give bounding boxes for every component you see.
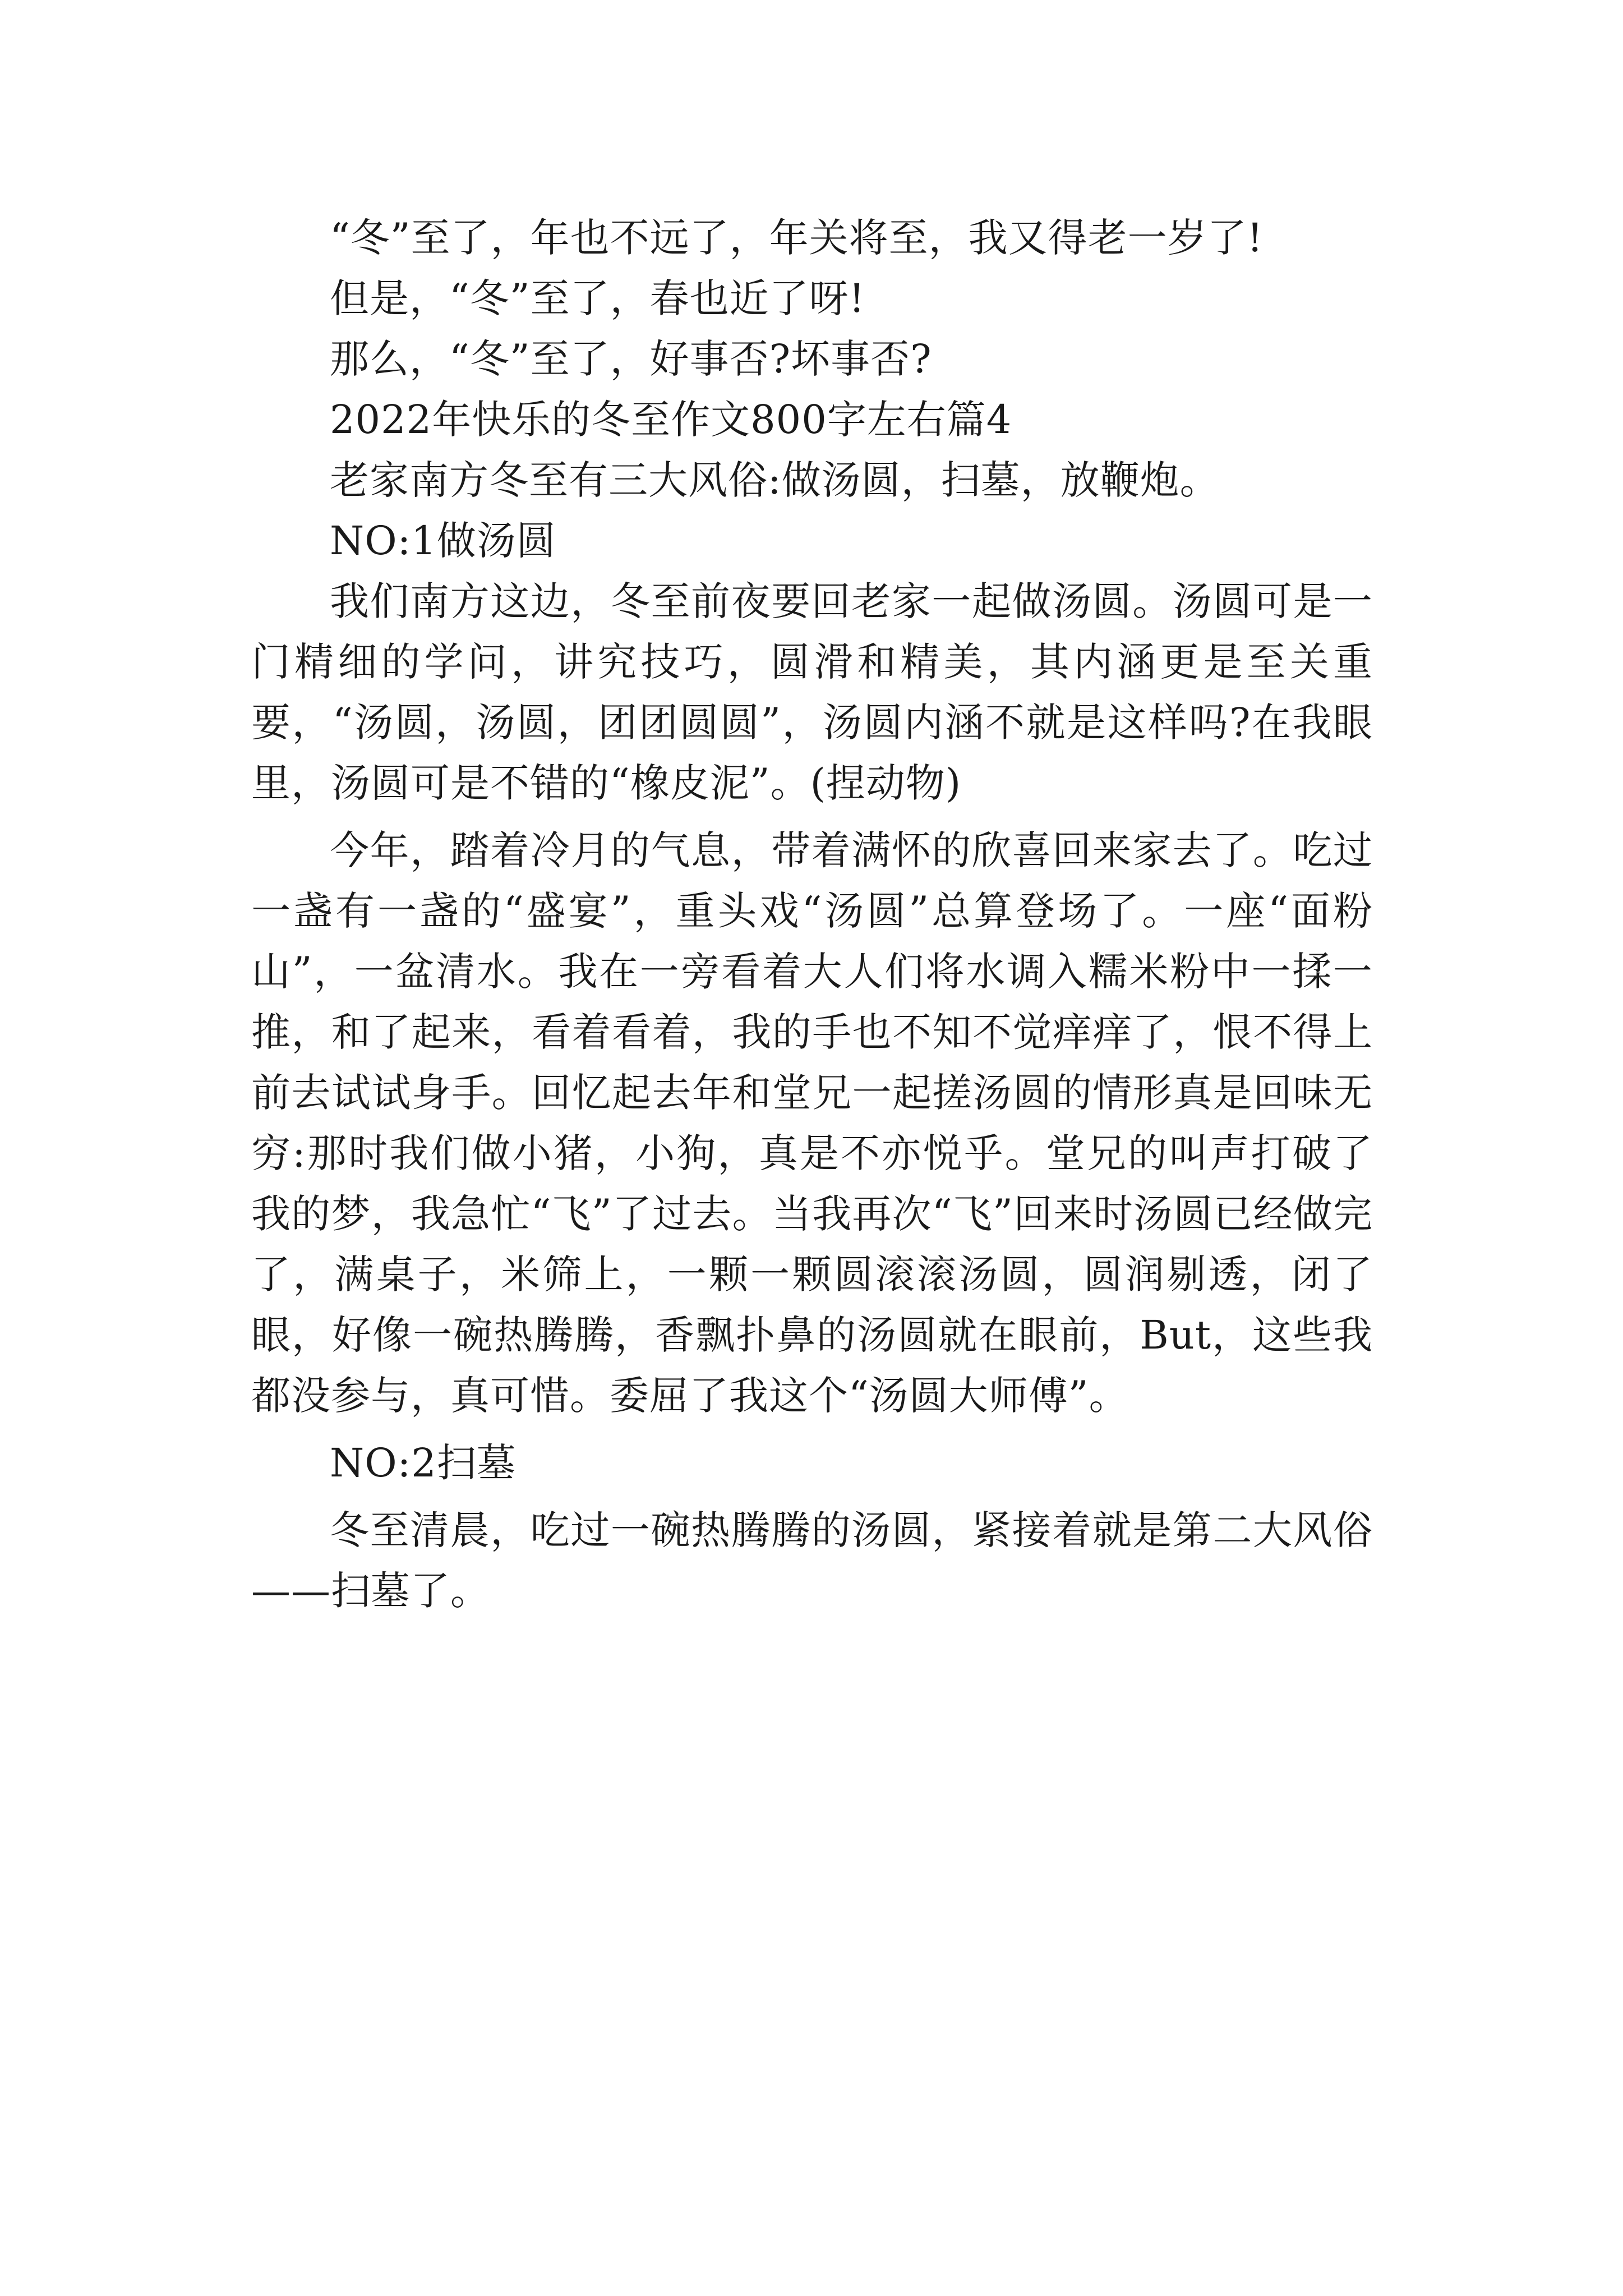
paragraph-intro: 老家南方冬至有三大风俗:做汤圆，扫墓，放鞭炮。 [330, 457, 1220, 503]
paragraph-1: “冬”至了，年也不远了，年关将至，我又得老一岁了! [330, 215, 1264, 261]
paragraph-saomu: 冬至清晨，吃过一碗热腾腾的汤圆，紧接着就是第二大风俗——扫墓了。 [251, 1507, 1373, 1614]
paragraph-tangyuan-1: 我们南方这边，冬至前夜要回老家一起做汤圆。汤圆可是一门精细的学问，讲究技巧，圆滑和精美，其内涵更是至关重要，“汤圆，汤圆，团团圆圆”，汤圆内涵不就是这样吗?在我眼里，汤圆可是不错的“橡皮泥”。(捏动物) [251, 578, 1373, 806]
document-body [251, 208, 1373, 1621]
paragraph-3: 那么，“冬”至了，好事否?坏事否? [330, 336, 932, 382]
paragraph-tangyuan-2: 今年，踏着冷月的气息，带着满怀的欣喜回来家去了。吃过一盏有一盏的“盛宴”，重头戏“汤圆”总算登场了。一座“面粉山”，一盆清水。我在一旁看着大人们将水调入糯米粉中一揉一推，和了起来，看着看着，我的手也不知不觉痒痒了，恨不得上前去试试身手。回忆起去年和堂兄一起搓汤圆的情形真是回味无穷:那时我们做小猪，小狗，真是不亦悦乎。堂兄的叫声打破了我的梦，我急忙“飞”了过去。当我再次“飞”回来时汤圆已经做完了，满桌子，米筛上，一颗一颗圆滚滚汤圆，圆润剔透，闭了眼，好像一碗热腾腾，香飘扑鼻的汤圆就在眼前，But，这些我都没参与，真可惜。委屈了我这个“汤圆大师傅”。 [251, 827, 1373, 1419]
subheading-2: NO:2扫墓 [330, 1440, 517, 1486]
paragraph-2: 但是，“冬”至了，春也近了呀! [330, 275, 865, 321]
section-title: 2022年快乐的冬至作文800字左右篇4 [330, 397, 1012, 443]
subheading-1: NO:1做汤圆 [330, 518, 556, 564]
